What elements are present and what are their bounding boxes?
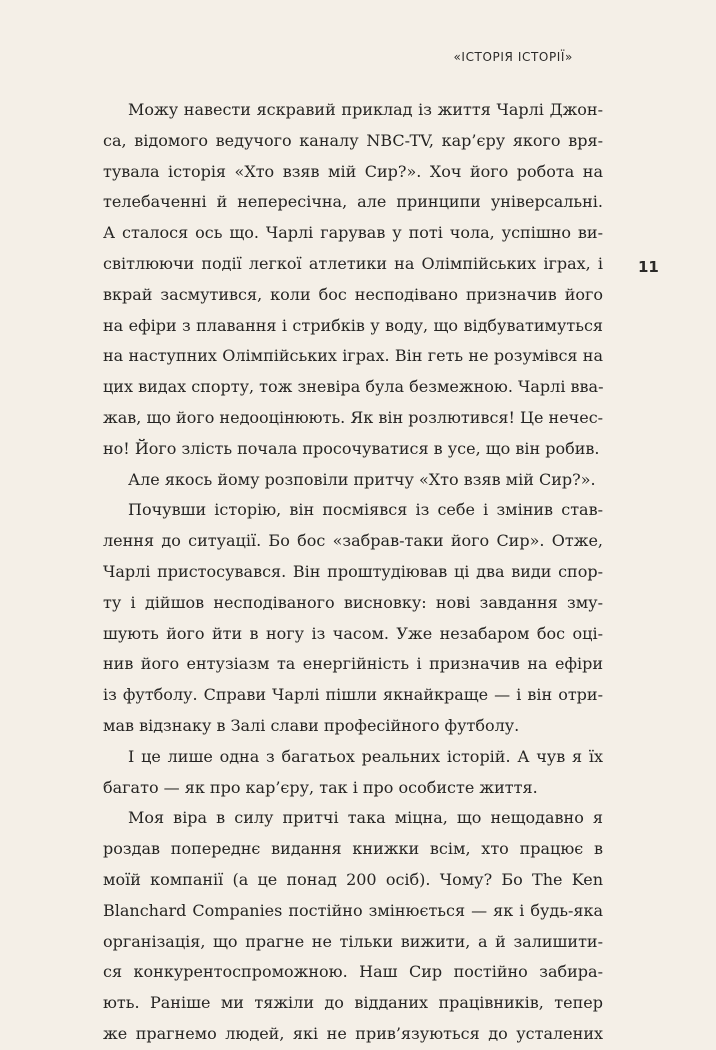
text-line: жав, що його недооцінюють. Як він розлютився! Це нечес-	[103, 407, 603, 427]
text-line: моїй компанії (а це понад 200 осіб). Чому? Бо The Ken	[103, 869, 603, 889]
text-line: Почувши історію, він посміявся із себе і змінив став-	[128, 500, 603, 520]
text-line: багато — як про кар’єру, так і про особисте життя.	[103, 777, 538, 797]
text-line: ту і дійшов несподіваного висновку: нові завдання зму-	[103, 592, 603, 612]
text-line: Можу навести яскравий приклад із життя Чарлі Джон-	[128, 100, 603, 119]
page-number: 11	[638, 258, 659, 276]
text-line: цих видах спорту, тож зневіра була безмежною. Чарлі вва-	[103, 377, 603, 397]
text-line: са, відомого ведучого каналу NBC-TV, кар’єру якого вря-	[103, 130, 603, 150]
text-line: світлюючи події легкої атлетики на Олімпійських іграх, і	[103, 253, 603, 273]
text-line: із футболу. Справи Чарлі пішли якнайкраще — і він отри-	[103, 685, 603, 705]
text-line: но! Його злість почала просочуватися в усе, що він робив.	[103, 438, 600, 458]
running-title: «ІСТОРІЯ ІСТОРІЇ»	[453, 50, 573, 64]
text-line: роздав попереднє видання книжки всім, хто працює в	[103, 839, 603, 859]
text-line: організація, що прагне не тільки вижити, а й залишити-	[103, 931, 603, 951]
text-line: на наступних Олімпійських іграх. Він геть не розумівся на	[103, 346, 603, 366]
text-line: Але якось йому розповіли притчу «Хто взяв мій Сир?».	[128, 469, 596, 489]
text-line: Моя віра в силу притчі така міцна, що нещодавно я	[128, 808, 603, 828]
body-text	[103, 95, 603, 1050]
text-line: на ефіри з плавання і стрибків у воду, що відбуватимуться	[103, 315, 603, 335]
text-line: шують його йти в ногу із часом. Уже незабаром бос оці-	[103, 623, 603, 643]
text-line: тувала історія «Хто взяв мій Сир?». Хоч його робота на	[103, 161, 603, 181]
text-line: же прагнемо людей, які не прив’язуються до усталених	[103, 1023, 603, 1043]
text-line: лення до ситуації. Бо бос «забрав-таки його Сир». Отже,	[103, 531, 603, 551]
text-line: телебаченні й непересічна, але принципи універсальні.	[103, 192, 603, 212]
text-line: А сталося ось що. Чарлі гарував у поті чола, успішно ви-	[103, 223, 603, 243]
text-line: мав відзнаку в Залі слави професійного футболу.	[103, 715, 520, 735]
text-line: І це лише одна з багатьох реальних історій. А чув я їх	[128, 746, 603, 766]
text-line: нив його ентузіазм та енергійність і призначив на ефіри	[103, 654, 603, 674]
text-line: вкрай засмутився, коли бос несподівано призначив його	[103, 284, 603, 304]
text-line: ся конкурентоспроможною. Наш Сир постійно забира-	[103, 962, 603, 982]
text-line: ють. Раніше ми тяжіли до відданих працівників, тепер	[103, 993, 603, 1013]
text-line: Blanchard Companies постійно змінюється — як і будь-яка	[103, 900, 603, 920]
text-line: Чарлі пристосувався. Він проштудіював ці два види спор-	[103, 561, 603, 581]
